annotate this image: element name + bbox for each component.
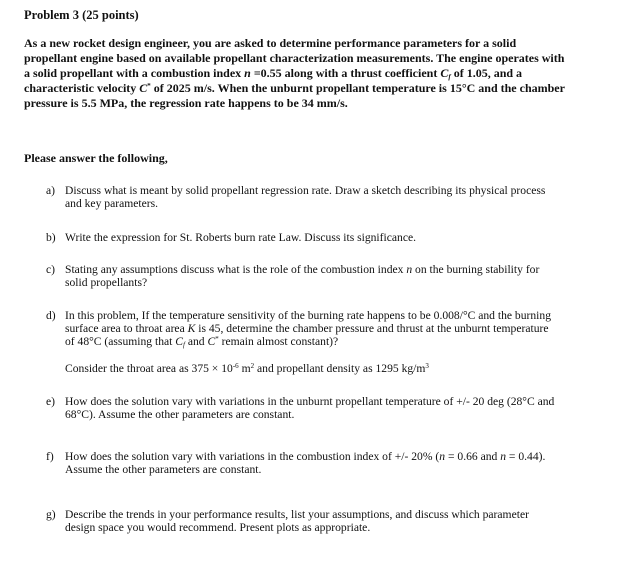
- question-g: [46, 508, 556, 534]
- instructions-heading: Please answer the following,: [24, 151, 168, 165]
- question-text: Discuss what is meant by solid propellant regression rate. Draw a sketch describing its physical process and key parameters.: [65, 184, 546, 210]
- question-a: [46, 184, 556, 210]
- question-label: d): [46, 309, 56, 322]
- question-text: How does the solution vary with variations in the unburnt propellant temperature of +/- 20 deg (28°C and 68°C). Assume the other parameters are constant.: [65, 395, 555, 421]
- problem-title: Problem 3 (25 points): [24, 8, 139, 22]
- question-text: Describe the trends in your performance results, list your assumptions, and discuss which parameter design space you would recommend. Present plots as appropriate.: [65, 508, 529, 534]
- question-c: [46, 263, 556, 289]
- question-label: b): [46, 231, 56, 244]
- question-label: a): [46, 184, 56, 197]
- question-f: [46, 450, 556, 476]
- question-d-note: Consider the throat area as $375 \times 10^{-6}$ $m^2$ and propellant density as 1295 $kg/m^3$: [65, 362, 429, 375]
- question-label: f): [46, 450, 54, 463]
- question-text: Stating any assumptions discuss what is the role of the combustion index n on the burning stability for solid propellants?: [65, 263, 540, 289]
- question-text: Write the expression for St. Roberts burn rate Law. Discuss its significance.: [65, 231, 417, 244]
- question-label: c): [46, 263, 56, 276]
- question-d: [46, 309, 556, 348]
- question-text: How does the solution vary with variations in the combustion index of +/- 20% (n = 0.66 and n = 0.44). Assume the other parameters are constant.: [65, 450, 546, 476]
- question-label: e): [46, 395, 56, 408]
- question-text: In this problem, If the temperature sensitivity of the burning rate happens to be 0.008/°C and the burning surface area to throat area K is 45, determine the chamber pressure and thrust at the unburnt temperature of 48°C (assuming that $C_f$ and C* remain almost constant)?: [65, 309, 551, 349]
- question-b: [46, 231, 556, 244]
- problem-statement: As a new rocket design engineer, you are asked to determine performance parameters for a solid propellant engine based on available propellant characterization measurements. The engine operates with a solid propellant with a combustion index n =0.55 along with a thrust coefficient $C_f$ of 1.05, and a characteristic velocity C* of 2025 m/s. When the unburnt propellant temperature is 15°C and the chamber pressure is 5.5 MPa, the regression rate happens to be 34 mm/s.: [24, 36, 565, 110]
- question-label: g): [46, 508, 56, 521]
- question-e: [46, 395, 556, 421]
